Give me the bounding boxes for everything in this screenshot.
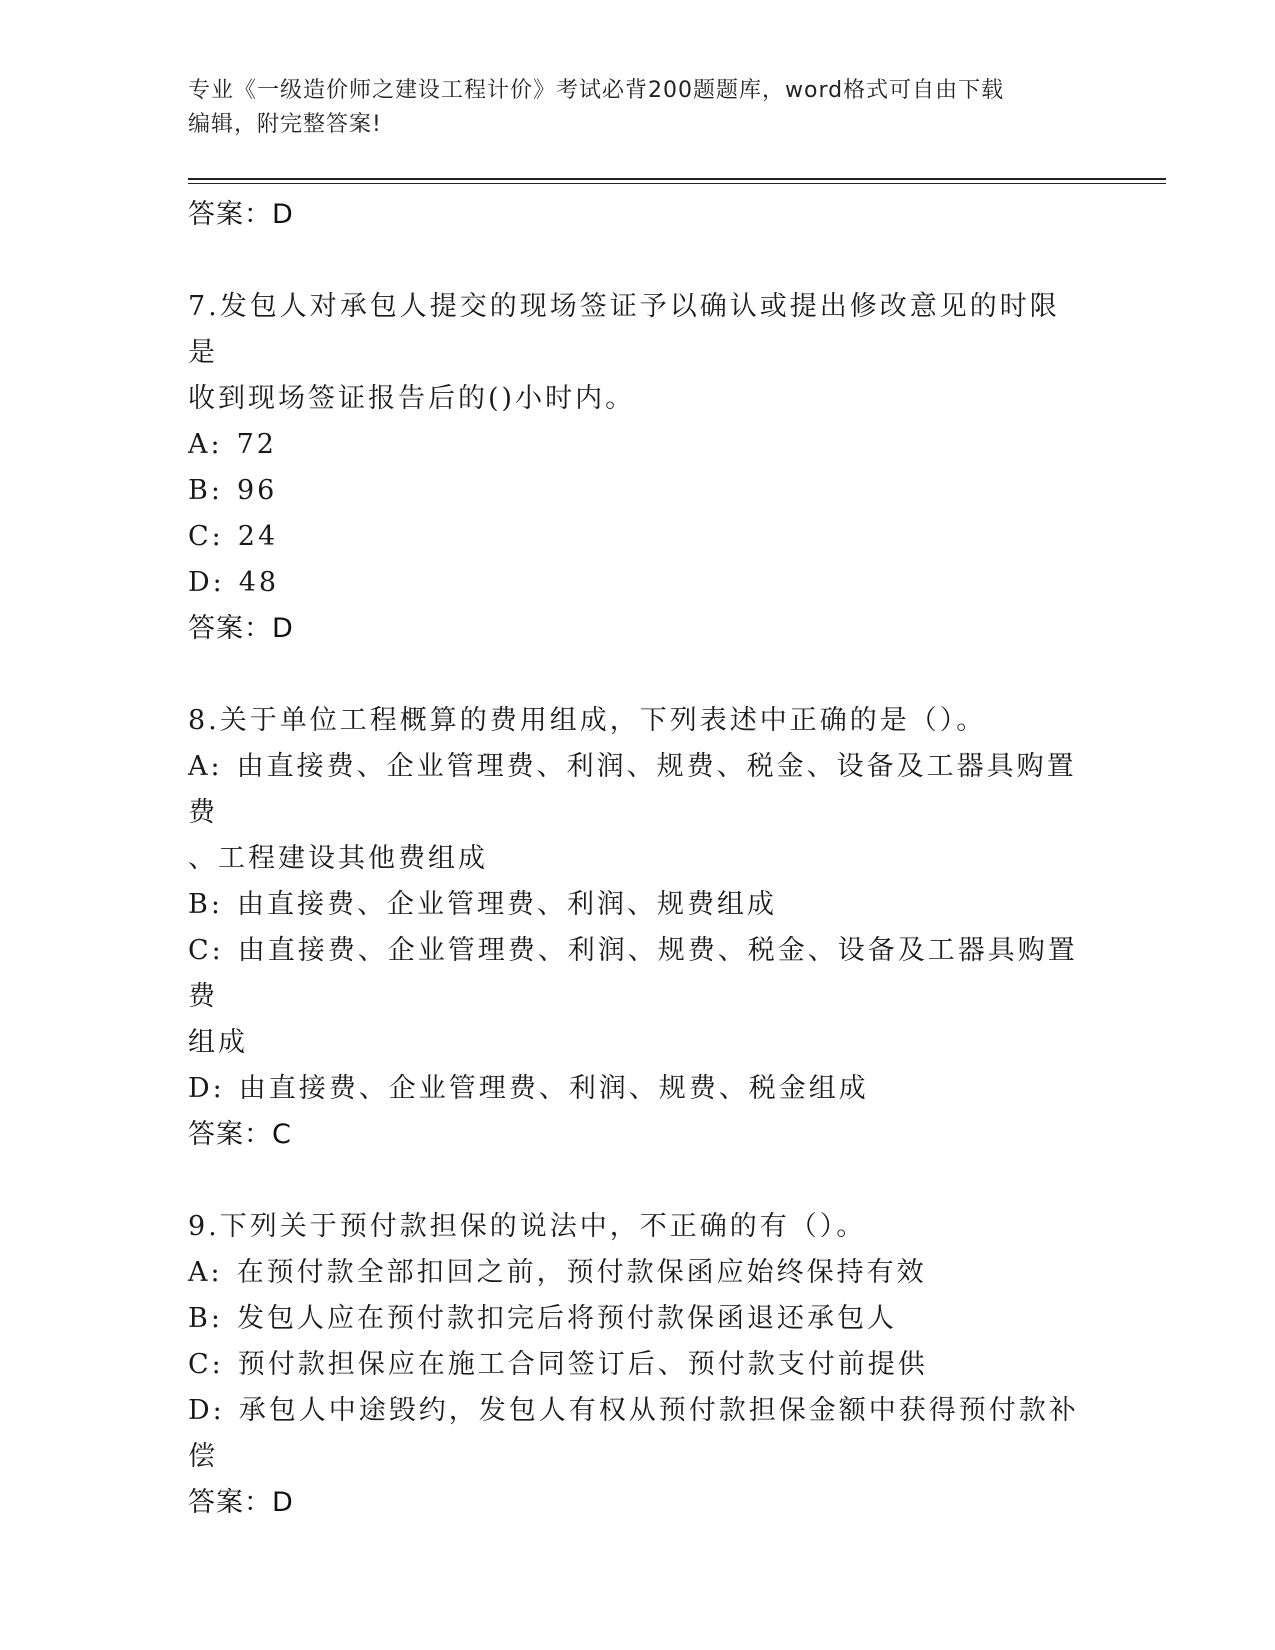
option-text: 72 [236, 429, 277, 460]
header-rule-thick [188, 178, 1166, 180]
option-a-cont: 、工程建设其他费组成 [188, 843, 488, 874]
option-text: 由直接费、企业管理费、利润、规费组成 [236, 889, 777, 920]
question-block-9 [188, 1204, 1088, 1526]
option-text: 24 [237, 521, 279, 552]
option-label: D: [188, 1073, 225, 1104]
spacer [188, 652, 1088, 698]
option-text: 由直接费、企业管理费、利润、规费、税金、设备及工器具购置费 [188, 751, 1077, 828]
option-c [188, 1342, 1088, 1388]
option-text: 96 [236, 475, 278, 506]
option-c-cont: 组成 [188, 1027, 248, 1058]
option-c [188, 928, 1088, 1020]
option-label: A: [188, 751, 223, 782]
question-text: 8.关于单位工程概算的费用组成，下列表述中正确的是（）。 [188, 705, 987, 736]
option-label: B: [188, 889, 223, 920]
option-label: D: [188, 1395, 225, 1426]
option-text: 由直接费、企业管理费、利润、规费、税金、设备及工器具购置费 [188, 935, 1078, 1012]
option-b [188, 1296, 1088, 1342]
option-b [188, 468, 1088, 514]
option-text: 由直接费、企业管理费、利润、规费、税金组成 [238, 1073, 869, 1104]
spacer [188, 1158, 1088, 1204]
previous-answer: 答案：D [188, 199, 294, 230]
answer-line: 答案：D [188, 1487, 294, 1518]
option-c [188, 514, 1088, 560]
header-rule-thin [188, 183, 1166, 184]
option-a [188, 1250, 1088, 1296]
option-d [188, 1066, 1088, 1112]
option-label: C: [188, 521, 224, 552]
option-text: 预付款担保应在施工合同签订后、预付款支付前提供 [237, 1349, 928, 1380]
option-a [188, 744, 1088, 836]
option-a [188, 422, 1088, 468]
option-b [188, 882, 1088, 928]
option-text: 承包人中途毁约，发包人有权从预付款担保金额中获得预付款补偿 [188, 1395, 1079, 1472]
option-d [188, 560, 1088, 606]
header-line-1: 专业《一级造价师之建设工程计价》考试必背200题题库，word格式可自由下载 [188, 78, 1005, 103]
question-text-cont: 收到现场签证报告后的()小时内。 [188, 383, 636, 414]
option-label: B: [188, 475, 223, 506]
spacer [188, 238, 1088, 284]
option-text: 发包人应在预付款扣完后将预付款保函退还承包人 [236, 1303, 897, 1334]
option-text: 在预付款全部扣回之前，预付款保函应始终保持有效 [236, 1257, 927, 1288]
page-header [188, 74, 1068, 142]
option-d [188, 1388, 1088, 1480]
question-block-8 [188, 698, 1088, 1158]
question-text: 9.下列关于预付款担保的说法中，不正确的有（）。 [188, 1211, 867, 1242]
header-line-2: 编辑，附完整答案! [188, 112, 382, 137]
question-text: 7.发包人对承包人提交的现场签证予以确认或提出修改意见的时限是 [188, 291, 1060, 368]
option-label: C: [188, 935, 224, 966]
question-block-7 [188, 284, 1088, 652]
option-text: 48 [238, 567, 280, 598]
answer-line: 答案：C [188, 1119, 292, 1150]
option-label: C: [188, 1349, 224, 1380]
option-label: D: [188, 567, 225, 598]
option-label: B: [188, 1303, 223, 1334]
question-list [188, 192, 1088, 1526]
answer-line: 答案：D [188, 613, 294, 644]
option-label: A: [188, 1257, 223, 1288]
option-label: A: [188, 429, 223, 460]
